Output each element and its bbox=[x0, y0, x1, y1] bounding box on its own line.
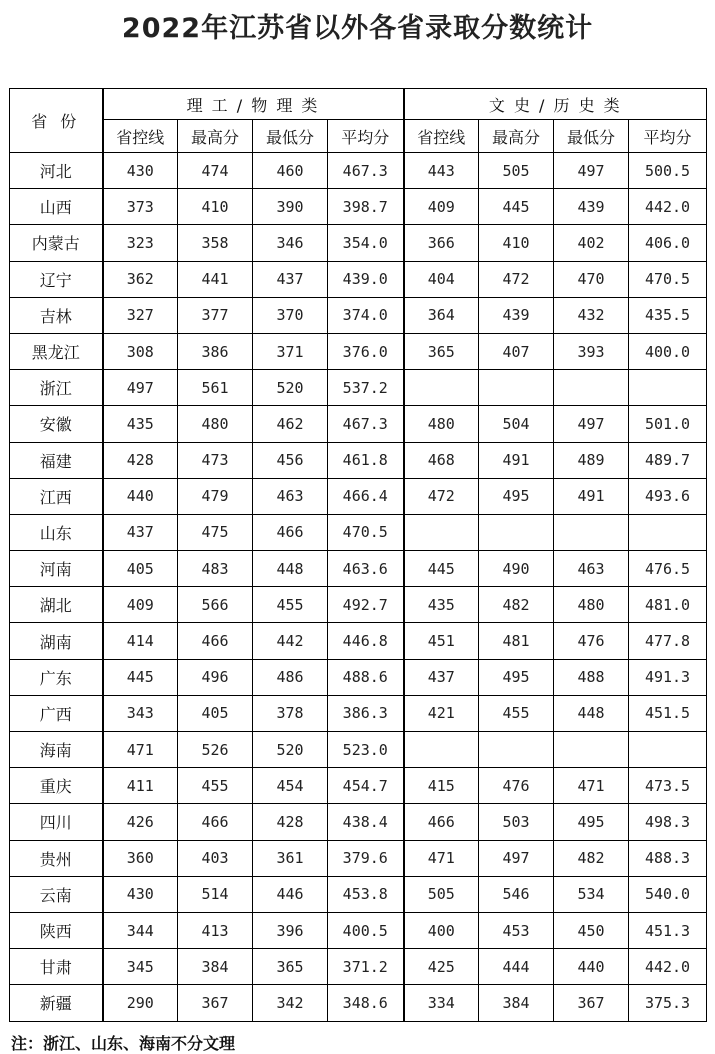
arts-min-score-cell: 534 bbox=[554, 876, 629, 912]
sci-avg-score-cell: 467.3 bbox=[328, 153, 404, 189]
province-cell: 新疆 bbox=[10, 985, 103, 1021]
sci-avg-score-header: 平均分 bbox=[328, 120, 404, 153]
arts-max-score-cell: 455 bbox=[479, 695, 554, 731]
table-row bbox=[10, 623, 707, 659]
sci-min-score-cell: 454 bbox=[253, 768, 328, 804]
table-row bbox=[10, 370, 707, 406]
sci-min-score-cell: 446 bbox=[253, 876, 328, 912]
province-cell: 江西 bbox=[10, 478, 103, 514]
table-row bbox=[10, 912, 707, 948]
arts-control-line-cell: 466 bbox=[404, 804, 479, 840]
arts-max-score-cell: 505 bbox=[479, 153, 554, 189]
sci-avg-score-cell: 374.0 bbox=[328, 297, 404, 333]
arts-min-score-cell bbox=[554, 514, 629, 550]
sci-avg-score-cell: 438.4 bbox=[328, 804, 404, 840]
sci-min-score-cell: 442 bbox=[253, 623, 328, 659]
arts-min-score-cell: 495 bbox=[554, 804, 629, 840]
sci-max-score-cell: 441 bbox=[178, 261, 253, 297]
arts-min-score-cell: 402 bbox=[554, 225, 629, 261]
province-column-header: 省 份 bbox=[10, 89, 103, 153]
table-row bbox=[10, 804, 707, 840]
arts-max-score-cell bbox=[479, 370, 554, 406]
arts-max-score-cell: 482 bbox=[479, 587, 554, 623]
province-cell: 吉林 bbox=[10, 297, 103, 333]
province-cell: 浙江 bbox=[10, 370, 103, 406]
sci-max-score-cell: 413 bbox=[178, 912, 253, 948]
sci-min-score-cell: 520 bbox=[253, 370, 328, 406]
province-cell: 内蒙古 bbox=[10, 225, 103, 261]
sci-max-score-cell: 561 bbox=[178, 370, 253, 406]
sci-avg-score-cell: 398.7 bbox=[328, 189, 404, 225]
sci-min-score-cell: 346 bbox=[253, 225, 328, 261]
sci-avg-score-cell: 348.6 bbox=[328, 985, 404, 1021]
arts-control-line-cell: 404 bbox=[404, 261, 479, 297]
arts-max-score-cell bbox=[479, 732, 554, 768]
sci-control-line-header: 省控线 bbox=[103, 120, 178, 153]
arts-avg-score-cell: 491.3 bbox=[629, 659, 707, 695]
sci-min-score-cell: 378 bbox=[253, 695, 328, 731]
sci-max-score-cell: 466 bbox=[178, 623, 253, 659]
arts-max-score-cell: 453 bbox=[479, 912, 554, 948]
sci-control-line-cell: 497 bbox=[103, 370, 178, 406]
table-row bbox=[10, 949, 707, 985]
arts-avg-score-cell: 451.5 bbox=[629, 695, 707, 731]
arts-min-score-cell: 497 bbox=[554, 153, 629, 189]
arts-control-line-cell: 421 bbox=[404, 695, 479, 731]
sci-max-score-cell: 514 bbox=[178, 876, 253, 912]
arts-avg-score-cell: 442.0 bbox=[629, 949, 707, 985]
arts-max-score-cell: 384 bbox=[479, 985, 554, 1021]
arts-avg-score-cell: 477.8 bbox=[629, 623, 707, 659]
arts-min-score-cell: 471 bbox=[554, 768, 629, 804]
arts-min-score-cell: 476 bbox=[554, 623, 629, 659]
sci-avg-score-cell: 376.0 bbox=[328, 333, 404, 369]
arts-control-line-cell bbox=[404, 732, 479, 768]
arts-control-line-cell: 472 bbox=[404, 478, 479, 514]
sci-avg-score-cell: 537.2 bbox=[328, 370, 404, 406]
sci-max-score-cell: 384 bbox=[178, 949, 253, 985]
arts-max-score-cell: 444 bbox=[479, 949, 554, 985]
table-row bbox=[10, 551, 707, 587]
province-cell: 河北 bbox=[10, 153, 103, 189]
province-cell: 山东 bbox=[10, 514, 103, 550]
sci-control-line-cell: 345 bbox=[103, 949, 178, 985]
sci-control-line-cell: 428 bbox=[103, 442, 178, 478]
arts-max-score-cell: 472 bbox=[479, 261, 554, 297]
arts-avg-score-cell: 406.0 bbox=[629, 225, 707, 261]
sci-avg-score-cell: 379.6 bbox=[328, 840, 404, 876]
arts-control-line-header: 省控线 bbox=[404, 120, 479, 153]
table-row bbox=[10, 225, 707, 261]
sci-max-score-cell: 377 bbox=[178, 297, 253, 333]
sci-control-line-cell: 414 bbox=[103, 623, 178, 659]
sci-avg-score-cell: 463.6 bbox=[328, 551, 404, 587]
arts-max-score-cell: 503 bbox=[479, 804, 554, 840]
sci-min-score-cell: 396 bbox=[253, 912, 328, 948]
sci-min-score-cell: 460 bbox=[253, 153, 328, 189]
sci-control-line-cell: 440 bbox=[103, 478, 178, 514]
sci-max-score-cell: 474 bbox=[178, 153, 253, 189]
sci-avg-score-cell: 492.7 bbox=[328, 587, 404, 623]
page-title: 2022年江苏省以外各省录取分数统计 bbox=[121, 13, 594, 44]
arts-max-score-cell: 407 bbox=[479, 333, 554, 369]
table-row bbox=[10, 768, 707, 804]
table-row bbox=[10, 840, 707, 876]
sci-avg-score-cell: 523.0 bbox=[328, 732, 404, 768]
sci-avg-score-cell: 470.5 bbox=[328, 514, 404, 550]
arts-min-score-cell bbox=[554, 370, 629, 406]
arts-control-line-cell: 445 bbox=[404, 551, 479, 587]
sci-min-score-cell: 371 bbox=[253, 333, 328, 369]
arts-avg-score-cell: 451.3 bbox=[629, 912, 707, 948]
arts-min-score-cell: 393 bbox=[554, 333, 629, 369]
sci-min-score-cell: 390 bbox=[253, 189, 328, 225]
table-row bbox=[10, 659, 707, 695]
arts-control-line-cell: 364 bbox=[404, 297, 479, 333]
sci-max-score-cell: 466 bbox=[178, 804, 253, 840]
arts-min-score-cell: 497 bbox=[554, 406, 629, 442]
arts-max-score-cell: 504 bbox=[479, 406, 554, 442]
sci-avg-score-cell: 466.4 bbox=[328, 478, 404, 514]
sci-max-score-cell: 475 bbox=[178, 514, 253, 550]
sci-min-score-cell: 437 bbox=[253, 261, 328, 297]
arts-control-line-cell: 415 bbox=[404, 768, 479, 804]
sci-max-score-cell: 410 bbox=[178, 189, 253, 225]
sci-avg-score-cell: 446.8 bbox=[328, 623, 404, 659]
arts-group-header: 文 史 / 历 史 类 bbox=[404, 89, 707, 120]
arts-max-score-header: 最高分 bbox=[479, 120, 554, 153]
province-cell: 贵州 bbox=[10, 840, 103, 876]
sci-max-score-cell: 367 bbox=[178, 985, 253, 1021]
sci-min-score-cell: 520 bbox=[253, 732, 328, 768]
sci-control-line-cell: 327 bbox=[103, 297, 178, 333]
arts-avg-score-cell: 470.5 bbox=[629, 261, 707, 297]
arts-control-line-cell: 443 bbox=[404, 153, 479, 189]
province-cell: 安徽 bbox=[10, 406, 103, 442]
sci-control-line-cell: 405 bbox=[103, 551, 178, 587]
arts-max-score-cell: 445 bbox=[479, 189, 554, 225]
sci-control-line-cell: 409 bbox=[103, 587, 178, 623]
arts-min-score-cell: 480 bbox=[554, 587, 629, 623]
sci-max-score-cell: 496 bbox=[178, 659, 253, 695]
province-cell: 福建 bbox=[10, 442, 103, 478]
arts-max-score-cell: 497 bbox=[479, 840, 554, 876]
arts-avg-score-cell: 442.0 bbox=[629, 189, 707, 225]
arts-control-line-cell: 505 bbox=[404, 876, 479, 912]
sci-avg-score-cell: 371.2 bbox=[328, 949, 404, 985]
arts-control-line-cell: 409 bbox=[404, 189, 479, 225]
sci-control-line-cell: 308 bbox=[103, 333, 178, 369]
table-row bbox=[10, 333, 707, 369]
province-cell: 云南 bbox=[10, 876, 103, 912]
sci-max-score-header: 最高分 bbox=[178, 120, 253, 153]
sci-control-line-cell: 411 bbox=[103, 768, 178, 804]
sci-min-score-cell: 462 bbox=[253, 406, 328, 442]
arts-control-line-cell: 437 bbox=[404, 659, 479, 695]
sci-control-line-cell: 373 bbox=[103, 189, 178, 225]
sci-avg-score-cell: 439.0 bbox=[328, 261, 404, 297]
sci-max-score-cell: 455 bbox=[178, 768, 253, 804]
sci-avg-score-cell: 488.6 bbox=[328, 659, 404, 695]
sci-avg-score-cell: 386.3 bbox=[328, 695, 404, 731]
sci-max-score-cell: 358 bbox=[178, 225, 253, 261]
province-cell: 广西 bbox=[10, 695, 103, 731]
arts-max-score-cell bbox=[479, 514, 554, 550]
table-row bbox=[10, 261, 707, 297]
sci-max-score-cell: 483 bbox=[178, 551, 253, 587]
table-row bbox=[10, 478, 707, 514]
arts-avg-score-cell: 501.0 bbox=[629, 406, 707, 442]
table-row bbox=[10, 442, 707, 478]
table-row bbox=[10, 587, 707, 623]
sci-avg-score-cell: 354.0 bbox=[328, 225, 404, 261]
arts-avg-score-header: 平均分 bbox=[629, 120, 707, 153]
sci-avg-score-cell: 454.7 bbox=[328, 768, 404, 804]
arts-avg-score-cell: 435.5 bbox=[629, 297, 707, 333]
arts-min-score-cell: 482 bbox=[554, 840, 629, 876]
score-table bbox=[9, 88, 707, 1022]
sci-min-score-cell: 486 bbox=[253, 659, 328, 695]
arts-control-line-cell: 365 bbox=[404, 333, 479, 369]
arts-avg-score-cell: 473.5 bbox=[629, 768, 707, 804]
arts-avg-score-cell: 498.3 bbox=[629, 804, 707, 840]
sci-control-line-cell: 430 bbox=[103, 153, 178, 189]
arts-control-line-cell bbox=[404, 514, 479, 550]
table-row bbox=[10, 876, 707, 912]
arts-control-line-cell: 471 bbox=[404, 840, 479, 876]
sci-avg-score-cell: 453.8 bbox=[328, 876, 404, 912]
province-cell: 重庆 bbox=[10, 768, 103, 804]
arts-avg-score-cell bbox=[629, 732, 707, 768]
arts-min-score-cell: 489 bbox=[554, 442, 629, 478]
sci-control-line-cell: 323 bbox=[103, 225, 178, 261]
arts-avg-score-cell: 375.3 bbox=[629, 985, 707, 1021]
footnote: 注：浙江、山东、海南不分文理 bbox=[11, 1034, 236, 1053]
sci-control-line-cell: 430 bbox=[103, 876, 178, 912]
sci-min-score-header: 最低分 bbox=[253, 120, 328, 153]
province-cell: 辽宁 bbox=[10, 261, 103, 297]
arts-control-line-cell: 468 bbox=[404, 442, 479, 478]
sci-max-score-cell: 479 bbox=[178, 478, 253, 514]
table-row bbox=[10, 732, 707, 768]
arts-avg-score-cell: 488.3 bbox=[629, 840, 707, 876]
arts-avg-score-cell: 500.5 bbox=[629, 153, 707, 189]
arts-max-score-cell: 439 bbox=[479, 297, 554, 333]
arts-control-line-cell bbox=[404, 370, 479, 406]
arts-avg-score-cell: 481.0 bbox=[629, 587, 707, 623]
table-sub-header-row bbox=[10, 120, 707, 153]
sci-control-line-cell: 362 bbox=[103, 261, 178, 297]
arts-avg-score-cell: 540.0 bbox=[629, 876, 707, 912]
sci-control-line-cell: 426 bbox=[103, 804, 178, 840]
sci-control-line-cell: 343 bbox=[103, 695, 178, 731]
sci-min-score-cell: 361 bbox=[253, 840, 328, 876]
arts-control-line-cell: 451 bbox=[404, 623, 479, 659]
table-row bbox=[10, 514, 707, 550]
sci-control-line-cell: 344 bbox=[103, 912, 178, 948]
sci-max-score-cell: 480 bbox=[178, 406, 253, 442]
sci-min-score-cell: 456 bbox=[253, 442, 328, 478]
sci-min-score-cell: 463 bbox=[253, 478, 328, 514]
arts-min-score-cell: 491 bbox=[554, 478, 629, 514]
sci-min-score-cell: 428 bbox=[253, 804, 328, 840]
arts-max-score-cell: 476 bbox=[479, 768, 554, 804]
arts-avg-score-cell bbox=[629, 514, 707, 550]
table-row bbox=[10, 189, 707, 225]
sci-min-score-cell: 448 bbox=[253, 551, 328, 587]
sci-max-score-cell: 386 bbox=[178, 333, 253, 369]
province-cell: 甘肃 bbox=[10, 949, 103, 985]
arts-max-score-cell: 490 bbox=[479, 551, 554, 587]
sci-control-line-cell: 360 bbox=[103, 840, 178, 876]
sci-max-score-cell: 526 bbox=[178, 732, 253, 768]
arts-min-score-cell: 450 bbox=[554, 912, 629, 948]
arts-min-score-cell: 367 bbox=[554, 985, 629, 1021]
sci-control-line-cell: 435 bbox=[103, 406, 178, 442]
score-table-body bbox=[10, 153, 707, 1022]
province-cell: 山西 bbox=[10, 189, 103, 225]
arts-avg-score-cell bbox=[629, 370, 707, 406]
arts-min-score-cell: 463 bbox=[554, 551, 629, 587]
sci-min-score-cell: 342 bbox=[253, 985, 328, 1021]
sci-control-line-cell: 471 bbox=[103, 732, 178, 768]
science-group-header: 理 工 / 物 理 类 bbox=[103, 89, 404, 120]
province-cell: 河南 bbox=[10, 551, 103, 587]
province-cell: 黑龙江 bbox=[10, 333, 103, 369]
province-cell: 四川 bbox=[10, 804, 103, 840]
arts-max-score-cell: 491 bbox=[479, 442, 554, 478]
table-row bbox=[10, 695, 707, 731]
table-row bbox=[10, 153, 707, 189]
arts-min-score-cell: 440 bbox=[554, 949, 629, 985]
sci-control-line-cell: 445 bbox=[103, 659, 178, 695]
arts-control-line-cell: 400 bbox=[404, 912, 479, 948]
arts-min-score-header: 最低分 bbox=[554, 120, 629, 153]
arts-control-line-cell: 425 bbox=[404, 949, 479, 985]
sci-max-score-cell: 403 bbox=[178, 840, 253, 876]
sci-min-score-cell: 466 bbox=[253, 514, 328, 550]
arts-avg-score-cell: 476.5 bbox=[629, 551, 707, 587]
arts-avg-score-cell: 489.7 bbox=[629, 442, 707, 478]
table-row bbox=[10, 297, 707, 333]
sci-min-score-cell: 370 bbox=[253, 297, 328, 333]
arts-min-score-cell bbox=[554, 732, 629, 768]
sci-max-score-cell: 405 bbox=[178, 695, 253, 731]
sci-control-line-cell: 290 bbox=[103, 985, 178, 1021]
province-cell: 湖南 bbox=[10, 623, 103, 659]
province-cell: 湖北 bbox=[10, 587, 103, 623]
arts-max-score-cell: 481 bbox=[479, 623, 554, 659]
province-cell: 海南 bbox=[10, 732, 103, 768]
arts-max-score-cell: 410 bbox=[479, 225, 554, 261]
arts-control-line-cell: 366 bbox=[404, 225, 479, 261]
arts-control-line-cell: 334 bbox=[404, 985, 479, 1021]
arts-max-score-cell: 495 bbox=[479, 659, 554, 695]
table-row bbox=[10, 985, 707, 1021]
arts-min-score-cell: 432 bbox=[554, 297, 629, 333]
table-group-header-row bbox=[10, 89, 707, 120]
arts-avg-score-cell: 400.0 bbox=[629, 333, 707, 369]
table-row bbox=[10, 406, 707, 442]
arts-max-score-cell: 546 bbox=[479, 876, 554, 912]
sci-avg-score-cell: 400.5 bbox=[328, 912, 404, 948]
arts-control-line-cell: 435 bbox=[404, 587, 479, 623]
arts-avg-score-cell: 493.6 bbox=[629, 478, 707, 514]
sci-min-score-cell: 455 bbox=[253, 587, 328, 623]
sci-control-line-cell: 437 bbox=[103, 514, 178, 550]
arts-max-score-cell: 495 bbox=[479, 478, 554, 514]
sci-avg-score-cell: 467.3 bbox=[328, 406, 404, 442]
arts-control-line-cell: 480 bbox=[404, 406, 479, 442]
arts-min-score-cell: 470 bbox=[554, 261, 629, 297]
sci-avg-score-cell: 461.8 bbox=[328, 442, 404, 478]
arts-min-score-cell: 488 bbox=[554, 659, 629, 695]
sci-max-score-cell: 473 bbox=[178, 442, 253, 478]
arts-min-score-cell: 448 bbox=[554, 695, 629, 731]
province-cell: 广东 bbox=[10, 659, 103, 695]
province-cell: 陕西 bbox=[10, 912, 103, 948]
arts-min-score-cell: 439 bbox=[554, 189, 629, 225]
sci-min-score-cell: 365 bbox=[253, 949, 328, 985]
sci-max-score-cell: 566 bbox=[178, 587, 253, 623]
